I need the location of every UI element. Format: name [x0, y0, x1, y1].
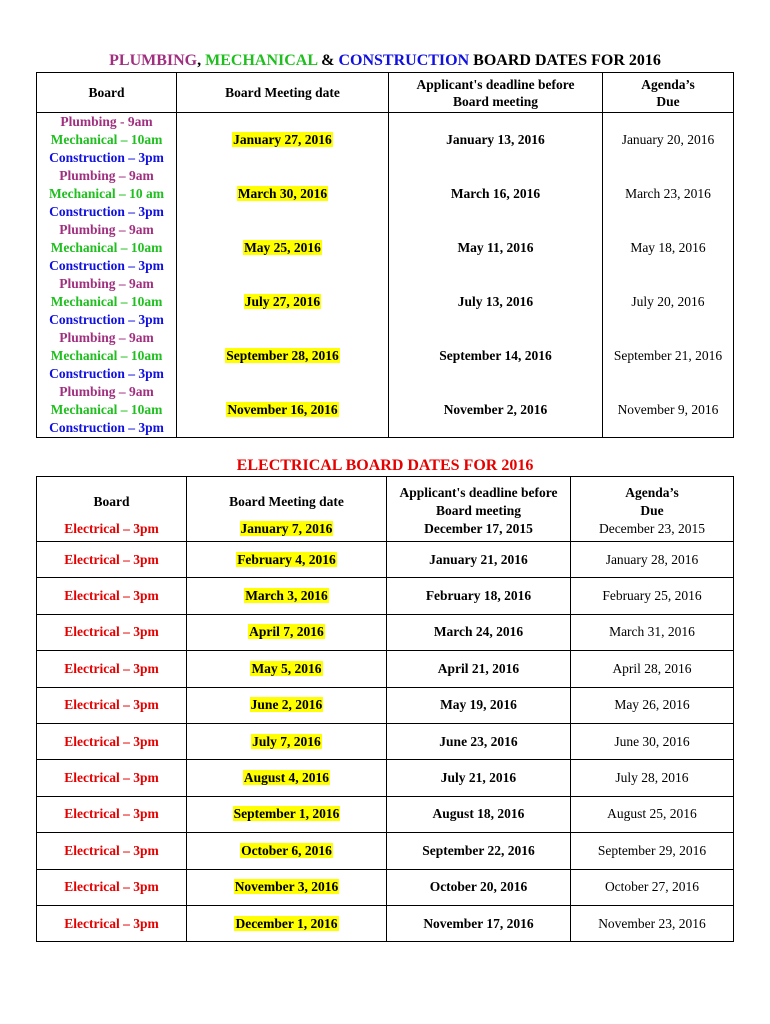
board-electrical: Electrical – 3pm: [37, 687, 187, 723]
board-mechanical: Mechanical – 10am: [50, 294, 163, 309]
meeting-date-cell: [187, 542, 387, 578]
agenda-due-cell: [571, 477, 734, 542]
meeting-date: November 3, 2016: [234, 879, 339, 895]
table-row: [37, 687, 734, 723]
board-electrical: Electrical – 3pm: [37, 869, 187, 905]
meeting-date: August 4, 2016: [243, 770, 330, 786]
deadline-cell: November 2, 2016: [389, 383, 603, 438]
board-cell: [37, 167, 177, 221]
meeting-date: November 16, 2016: [227, 402, 338, 417]
deadline-cell: November 17, 2016: [387, 905, 571, 941]
deadline-cell: March 24, 2016: [387, 614, 571, 650]
meeting-date-cell: [187, 760, 387, 796]
agenda-due-cell: September 29, 2016: [571, 833, 734, 869]
pmc-board-dates-table: [36, 72, 734, 438]
table-row: [37, 383, 734, 438]
electrical-title: ELECTRICAL BOARD DATES FOR 2016: [236, 457, 534, 474]
meeting-date-cell: [187, 905, 387, 941]
plumbing-mechanical-construction-title: [0, 52, 770, 70]
table-row: [37, 905, 734, 941]
electrical-board-dates-table: [36, 476, 734, 942]
deadline-cell: September 14, 2016: [389, 329, 603, 383]
agenda-due-cell: March 23, 2016: [603, 167, 734, 221]
meeting-date-cell: [187, 578, 387, 614]
agenda-due-cell: May 18, 2016: [603, 221, 734, 275]
board-cell: [37, 383, 177, 438]
header-deadline-line2: Board meeting: [452, 93, 539, 109]
header-deadline-line1: Applicant's deadline before: [399, 485, 558, 500]
table-row: [37, 167, 734, 221]
board-electrical: Electrical – 3pm: [37, 760, 187, 796]
header-agenda-line1: Agenda’s: [625, 485, 679, 500]
deadline-cell: July 13, 2016: [389, 275, 603, 329]
header-agenda-line2: Due: [656, 93, 680, 109]
header-board: Board: [37, 73, 177, 113]
board-cell: [37, 275, 177, 329]
meeting-date-cell: [187, 796, 387, 832]
meeting-date: December 1, 2016: [235, 915, 338, 931]
table-row: [37, 221, 734, 275]
header-agenda-line1: Agenda’s: [641, 76, 695, 92]
table-row: [37, 113, 734, 168]
board-construction: Construction – 3pm: [49, 420, 164, 435]
agenda-due-cell: September 21, 2016: [603, 329, 734, 383]
meeting-date: May 25, 2016: [244, 240, 321, 255]
meeting-date: March 3, 2016: [245, 588, 328, 604]
agenda-value: December 23, 2015: [598, 521, 706, 536]
title-ampersand: &: [317, 52, 339, 69]
meeting-date-cell: [187, 614, 387, 650]
board-cell: [37, 477, 187, 542]
header-meeting-date: Board Meeting date: [177, 73, 389, 113]
meeting-date-cell: [187, 869, 387, 905]
board-mechanical: Mechanical – 10am: [50, 240, 163, 255]
board-electrical: Electrical – 3pm: [37, 542, 187, 578]
header-deadline: [389, 73, 603, 113]
meeting-date-cell: [177, 383, 389, 438]
meeting-date: January 7, 2016: [240, 521, 333, 536]
board-cell: [37, 221, 177, 275]
agenda-due-cell: July 20, 2016: [603, 275, 734, 329]
header-agenda-line2: Due: [640, 503, 664, 518]
agenda-due-cell: May 26, 2016: [571, 687, 734, 723]
meeting-date: January 27, 2016: [233, 132, 332, 147]
meeting-date: September 28, 2016: [226, 348, 339, 363]
meeting-date: June 2, 2016: [250, 697, 323, 713]
meeting-date-cell: [187, 687, 387, 723]
board-construction: Construction – 3pm: [49, 150, 164, 165]
header-deadline-line1: Applicant's deadline before: [416, 76, 575, 92]
board-plumbing: Plumbing – 9am: [59, 168, 154, 183]
table-row: [37, 796, 734, 832]
meeting-date: February 4, 2016: [237, 551, 336, 567]
meeting-date-cell: [177, 275, 389, 329]
board-electrical: Electrical – 3pm: [37, 614, 187, 650]
deadline-cell: July 21, 2016: [387, 760, 571, 796]
meeting-date: May 5, 2016: [251, 660, 322, 676]
meeting-date-cell: [177, 167, 389, 221]
table-row: [37, 329, 734, 383]
deadline-cell: [387, 477, 571, 542]
meeting-date: March 30, 2016: [237, 186, 328, 201]
board-construction: Construction – 3pm: [49, 204, 164, 219]
deadline-cell: October 20, 2016: [387, 869, 571, 905]
deadline-cell: February 18, 2016: [387, 578, 571, 614]
meeting-date-wrap: [187, 520, 386, 538]
board-mechanical: Mechanical – 10am: [50, 402, 163, 417]
meeting-date: July 27, 2016: [244, 294, 321, 309]
agenda-due-cell: October 27, 2016: [571, 869, 734, 905]
board-cell: [37, 329, 177, 383]
agenda-due-cell: August 25, 2016: [571, 796, 734, 832]
header-deadline-line2: Board meeting: [435, 503, 522, 518]
title-construction: CONSTRUCTION: [338, 52, 470, 69]
board-plumbing: Plumbing – 9am: [59, 276, 154, 291]
table-row: [37, 651, 734, 687]
board-electrical: Electrical – 3pm: [37, 833, 187, 869]
agenda-due-cell: January 20, 2016: [603, 113, 734, 168]
title-plumbing: PLUMBING: [109, 52, 198, 69]
board-electrical: Electrical – 3pm: [37, 651, 187, 687]
board-electrical: Electrical – 3pm: [37, 723, 187, 759]
table-row: [37, 542, 734, 578]
meeting-date: September 1, 2016: [233, 806, 340, 822]
deadline-cell: September 22, 2016: [387, 833, 571, 869]
board-plumbing: Plumbing – 9am: [59, 330, 154, 345]
board-electrical: Electrical – 3pm: [64, 521, 159, 536]
meeting-date-cell: [187, 477, 387, 542]
deadline-cell: March 16, 2016: [389, 167, 603, 221]
board-construction: Construction – 3pm: [49, 258, 164, 273]
title-suffix: BOARD DATES FOR 2016: [469, 52, 661, 69]
header-board: Board: [93, 494, 130, 509]
meeting-date: October 6, 2016: [241, 842, 332, 858]
deadline-cell: May 11, 2016: [389, 221, 603, 275]
table-row: [37, 760, 734, 796]
table-row: [37, 833, 734, 869]
board-construction: Construction – 3pm: [49, 312, 164, 327]
deadline-cell: May 19, 2016: [387, 687, 571, 723]
meeting-date: July 7, 2016: [252, 733, 321, 749]
table-row: [37, 275, 734, 329]
board-plumbing: Plumbing - 9am: [60, 114, 153, 129]
agenda-due-cell: July 28, 2016: [571, 760, 734, 796]
meeting-date-cell: [187, 651, 387, 687]
title-mechanical: MECHANICAL: [205, 52, 318, 69]
agenda-due-cell: April 28, 2016: [571, 651, 734, 687]
board-construction: Construction – 3pm: [49, 366, 164, 381]
table-row: [37, 723, 734, 759]
deadline-cell: April 21, 2016: [387, 651, 571, 687]
meeting-date-cell: [187, 723, 387, 759]
deadline-value: December 17, 2015: [424, 521, 533, 536]
meeting-date-cell: [177, 113, 389, 168]
board-electrical: Electrical – 3pm: [37, 905, 187, 941]
table-header-row: [37, 73, 734, 113]
meeting-date: April 7, 2016: [249, 624, 324, 640]
meeting-date-cell: [177, 221, 389, 275]
meeting-date-cell: [187, 833, 387, 869]
board-mechanical: Mechanical – 10am: [50, 132, 163, 147]
table-row: [37, 578, 734, 614]
agenda-due-cell: November 9, 2016: [603, 383, 734, 438]
board-mechanical: Mechanical – 10am: [50, 348, 163, 363]
board-electrical: Electrical – 3pm: [37, 578, 187, 614]
agenda-due-cell: February 25, 2016: [571, 578, 734, 614]
table-row: [37, 869, 734, 905]
header-agenda: [603, 73, 734, 113]
header-meeting-date: Board Meeting date: [229, 494, 344, 509]
title-comma: ,: [197, 52, 206, 69]
agenda-due-cell: January 28, 2016: [571, 542, 734, 578]
board-electrical: Electrical – 3pm: [37, 796, 187, 832]
table-row: [37, 477, 734, 542]
agenda-due-cell: November 23, 2016: [571, 905, 734, 941]
deadline-cell: August 18, 2016: [387, 796, 571, 832]
deadline-cell: January 13, 2016: [389, 113, 603, 168]
deadline-cell: June 23, 2016: [387, 723, 571, 759]
table-row: [37, 614, 734, 650]
board-plumbing: Plumbing – 9am: [59, 384, 154, 399]
board-mechanical: Mechanical – 10 am: [48, 186, 165, 201]
agenda-due-cell: March 31, 2016: [571, 614, 734, 650]
board-plumbing: Plumbing – 9am: [59, 222, 154, 237]
agenda-due-cell: June 30, 2016: [571, 723, 734, 759]
board-cell: [37, 113, 177, 168]
deadline-cell: January 21, 2016: [387, 542, 571, 578]
meeting-date-cell: [177, 329, 389, 383]
